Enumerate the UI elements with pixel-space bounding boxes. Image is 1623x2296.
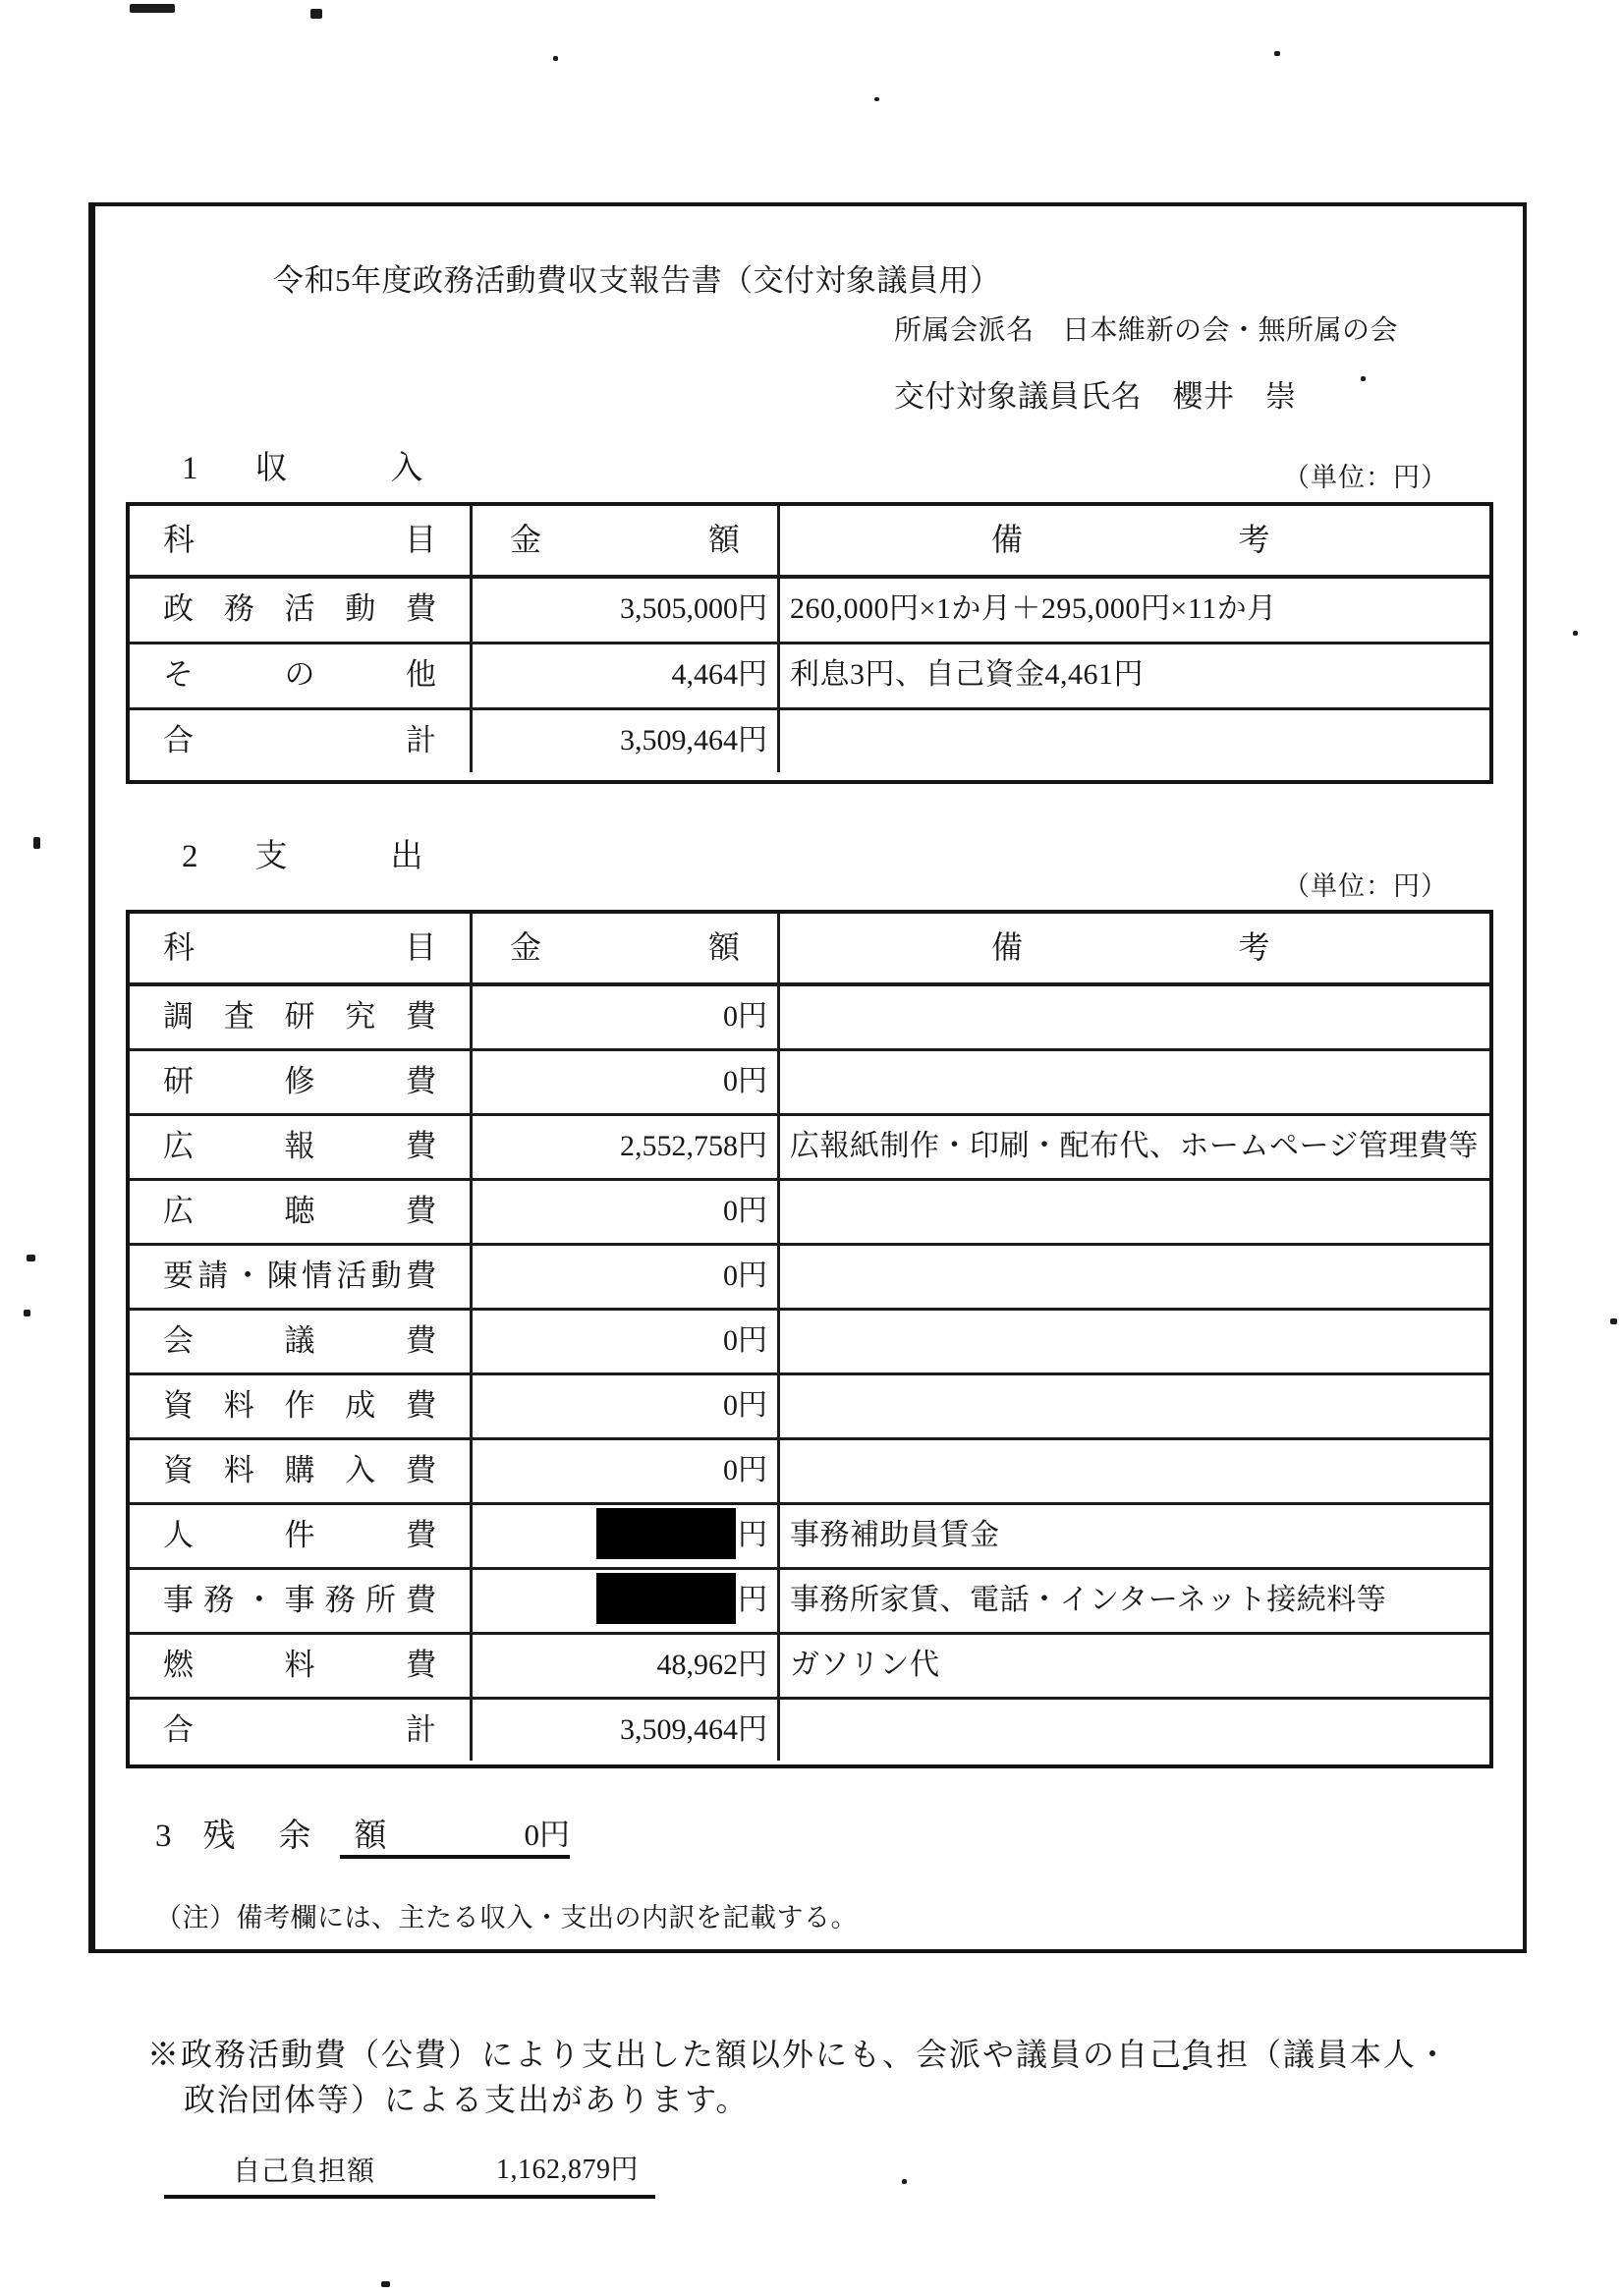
note-cell (780, 1051, 1482, 1113)
item-cell: 広報費 (130, 1116, 473, 1178)
income-unit-note: （単位：円） (1283, 463, 1448, 492)
amount-cell: 0円 (473, 986, 780, 1048)
balance-section-number: 3 (155, 1819, 172, 1854)
amount-cell: 0円 (473, 1375, 780, 1437)
self-burden-label: 自己負担額 (233, 2156, 376, 2187)
item-cell: 調査研究費 (130, 986, 473, 1048)
amount-cell: 0円 (473, 1440, 780, 1502)
table-row (130, 1570, 1489, 1635)
note-cell: 広報紙制作・印刷・配布代、ホームページ管理費等 (790, 1130, 1479, 1162)
amount-cell: 0円 (473, 1246, 780, 1308)
scan-speck (1610, 1318, 1617, 1324)
income-section-heading (182, 442, 527, 488)
amount-cell: 0円 (473, 1181, 780, 1243)
expense-section-heading (182, 830, 527, 876)
item-cell: 会議費 (130, 1311, 473, 1372)
table-row (130, 1246, 1489, 1311)
table-row (130, 1051, 1489, 1116)
item-cell: その他 (130, 644, 473, 707)
table-row (130, 644, 1489, 710)
table-row (130, 710, 1489, 772)
scan-speck (1274, 51, 1280, 56)
disclaimer-line2: 政治団体等）による支出があります。 (184, 2082, 750, 2117)
expense-section-title: 支出 (254, 839, 527, 874)
table-row (130, 1311, 1489, 1375)
note-cell (780, 1181, 1482, 1243)
amount-cell: 3,505,000円 (473, 579, 780, 642)
income-col-amount: 金額 (473, 506, 780, 575)
table-row (130, 1440, 1489, 1505)
balance-section-heading (155, 1810, 430, 1856)
amount-cell: 3,509,464円 (473, 710, 780, 772)
balance-underline (340, 1855, 570, 1859)
scan-speck (24, 1310, 30, 1316)
item-cell: 要請・陳情活動費 (130, 1246, 473, 1308)
amount-cell: 3,509,464円 (473, 1700, 780, 1761)
note-cell (780, 1246, 1482, 1308)
balance-value: 0円 (524, 1818, 570, 1852)
item-cell: 合計 (130, 710, 473, 772)
note-cell (780, 1700, 1482, 1761)
table-row (130, 1181, 1489, 1246)
expense-header-row (130, 914, 1489, 986)
item-cell: 資料作成費 (130, 1375, 473, 1437)
redaction-box (596, 1508, 736, 1559)
expense-col-item: 科目 (130, 914, 473, 982)
expense-table (126, 910, 1493, 1768)
note-cell (780, 1375, 1482, 1437)
faction-name-line: 所属会派名 日本維新の会・無所属の会 (894, 315, 1399, 346)
note-cell: ガソリン代 (790, 1649, 940, 1681)
self-burden-underline (164, 2195, 655, 2199)
redaction-box (596, 1573, 736, 1624)
note-cell: 260,000円×1か月＋295,000円×11か月 (790, 592, 1277, 625)
table-row (130, 1635, 1489, 1700)
income-col-note: 備考 (991, 522, 1270, 557)
amount-cell: 4,464円 (473, 644, 780, 707)
income-header-row (130, 506, 1489, 579)
scan-speck (553, 56, 558, 61)
footnote: （注）備考欄には、主たる収入・支出の内訳を記載する。 (155, 1903, 858, 1932)
expense-section-number: 2 (182, 839, 198, 874)
item-cell: 広聴費 (130, 1181, 473, 1243)
income-col-item: 科目 (130, 506, 473, 575)
note-cell (780, 1311, 1482, 1372)
table-row (130, 1116, 1489, 1181)
amount-cell: 48,962円 (473, 1635, 780, 1697)
item-cell: 政務活動費 (130, 579, 473, 642)
income-section-number: 1 (182, 451, 198, 486)
note-cell: 事務所家賃、電話・インターネット接続料等 (790, 1584, 1387, 1616)
table-row (130, 1505, 1489, 1570)
item-cell: 燃料費 (130, 1635, 473, 1697)
income-section-title: 収入 (254, 451, 527, 486)
balance-section-title: 残余額 (202, 1819, 430, 1854)
document-title: 令和5年度政務活動費収支報告書（交付対象議員用） (273, 263, 1001, 298)
amount-cell: 2,552,758円 (473, 1116, 780, 1178)
expense-col-amount: 金額 (473, 914, 780, 982)
table-row (130, 1375, 1489, 1440)
note-cell: 事務補助員賃金 (790, 1519, 1000, 1551)
scan-speck (874, 97, 879, 101)
table-row (130, 1700, 1489, 1761)
amount-suffix: 円 (738, 1519, 767, 1551)
item-cell: 事務・事務所費 (130, 1570, 473, 1632)
amount-suffix: 円 (738, 1584, 767, 1616)
amount-cell: 0円 (473, 1311, 780, 1372)
amount-cell-redacted (473, 1505, 780, 1567)
item-cell: 研修費 (130, 1051, 473, 1113)
note-cell: 利息3円、自己資金4,461円 (790, 658, 1144, 691)
scan-speck (1573, 631, 1578, 636)
item-cell: 人件費 (130, 1505, 473, 1567)
amount-cell: 0円 (473, 1051, 780, 1113)
item-cell: 資料購入費 (130, 1440, 473, 1502)
table-row (130, 579, 1489, 644)
scan-speck (27, 1255, 35, 1261)
income-table (126, 502, 1493, 784)
table-row (130, 986, 1489, 1051)
note-cell (780, 710, 1482, 772)
scan-speck (381, 2281, 390, 2287)
scan-speck (130, 4, 175, 13)
expense-col-note: 備考 (991, 929, 1270, 965)
expense-unit-note: （単位：円） (1283, 871, 1448, 901)
scan-speck (902, 2179, 907, 2184)
scan-speck (33, 837, 40, 849)
self-burden-value: 1,162,879円 (496, 2155, 640, 2185)
disclaimer-line1: ※政務活動費（公費）により支出した額以外にも、会派や議員の自己負担（議員本人・ (147, 2037, 1451, 2072)
note-cell (780, 986, 1482, 1048)
amount-cell-redacted (473, 1570, 780, 1632)
scan-speck (310, 9, 322, 19)
item-cell: 合計 (130, 1700, 473, 1761)
note-cell (780, 1440, 1482, 1502)
member-name-line: 交付対象議員氏名 櫻井 崇 (894, 379, 1297, 414)
